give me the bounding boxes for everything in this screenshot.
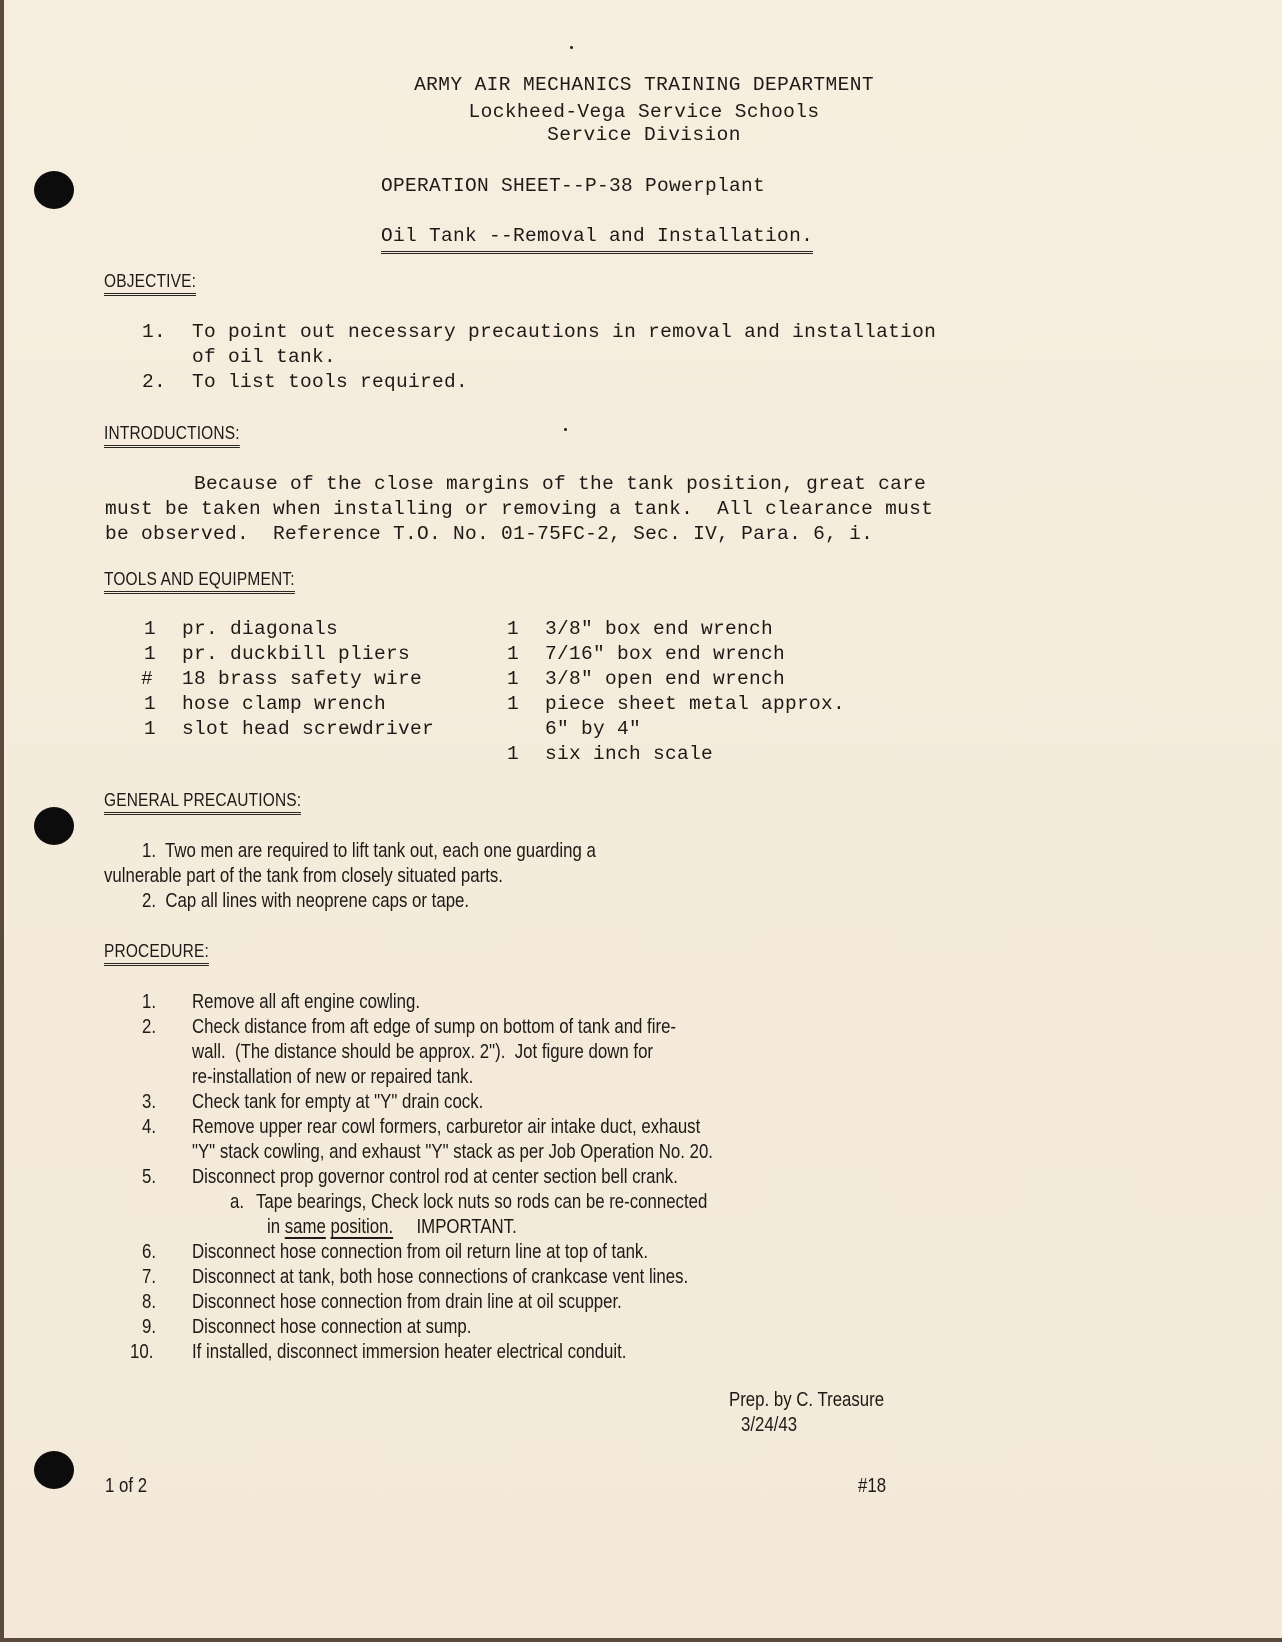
document-title: Oil Tank --Removal and Installation. [381, 224, 813, 254]
step-num: 8. [142, 1290, 157, 1313]
tool-qty: 1 [144, 718, 157, 740]
objective-num-2: 2. [142, 371, 167, 393]
operation-sheet-title: OPERATION SHEET--P-38 Powerplant [381, 175, 766, 197]
substep-text: Tape bearings, Check lock nuts so rods can be re-connected [256, 1190, 708, 1213]
step-text: Disconnect hose connection from drain line at oil scupper. [192, 1290, 622, 1313]
step-text: Remove upper rear cowl formers, carburetor air intake duct, exhaust [192, 1115, 701, 1138]
precautions-heading: GENERAL PRECAUTIONS: [104, 790, 301, 815]
introductions-line-2: must be taken when installing or removing a tank. All clearance must [105, 498, 934, 520]
step-text: Disconnect prop governor control rod at center section bell crank. [192, 1165, 678, 1188]
tool-qty: 1 [507, 693, 520, 715]
step-num: 2. [142, 1015, 157, 1038]
tool-item: 3/8" box end wrench [545, 618, 774, 640]
speck [570, 46, 573, 49]
tool-qty: 1 [144, 643, 157, 665]
objective-item-1-line-1: To point out necessary precautions in removal and installation [192, 321, 937, 343]
objective-item-2-line-1: To list tools required. [192, 371, 469, 393]
tool-qty: 1 [507, 668, 520, 690]
speck [564, 428, 567, 431]
step-text: Remove all aft engine cowling. [192, 990, 420, 1013]
introductions-heading: INTRODUCTIONS: [104, 423, 240, 448]
department-heading: ARMY AIR MECHANICS TRAINING DEPARTMENT [414, 74, 874, 96]
step-text: Disconnect hose connection at sump. [192, 1315, 472, 1338]
tool-qty: 1 [507, 643, 520, 665]
punch-hole-bottom [34, 1451, 74, 1489]
step-num: 5. [142, 1165, 157, 1188]
step-num: 7. [142, 1265, 157, 1288]
division-heading: Service Division [547, 124, 741, 146]
step-text: Disconnect at tank, both hose connections of crankcase vent lines. [192, 1265, 689, 1288]
introductions-line-1: Because of the close margins of the tank position, great care [194, 473, 927, 495]
school-heading: Lockheed-Vega Service Schools [468, 101, 820, 123]
tool-qty: 1 [507, 618, 520, 640]
tool-qty: 1 [507, 743, 520, 765]
tool-item: pr. duckbill pliers [182, 643, 411, 665]
step-text: wall. (The distance should be approx. 2"). Jot figure down for [192, 1040, 654, 1063]
step-text: Disconnect hose connection from oil return line at top of tank. [192, 1240, 648, 1263]
tools-heading: TOOLS AND EQUIPMENT: [104, 569, 295, 594]
step-num: 1. [142, 990, 157, 1013]
prepared-date: 3/24/43 [741, 1413, 798, 1436]
tool-item: 6" by 4" [545, 718, 642, 740]
tool-qty: 1 [144, 618, 157, 640]
precaution-line-2: vulnerable part of the tank from closely situated parts. [104, 864, 503, 887]
step-num: 10. [130, 1340, 154, 1363]
prepared-by: Prep. by C. Treasure [729, 1388, 885, 1411]
objective-heading: OBJECTIVE: [104, 271, 196, 296]
procedure-heading: PROCEDURE: [104, 941, 209, 966]
objective-item-1-line-2: of oil tank. [192, 346, 337, 368]
step-text: Check distance from aft edge of sump on bottom of tank and fire- [192, 1015, 677, 1038]
tool-item: six inch scale [545, 743, 714, 765]
introductions-line-3: be observed. Reference T.O. No. 01-75FC-2, Sec. IV, Para. 6, i. [105, 523, 874, 545]
page-number: 1 of 2 [105, 1474, 148, 1497]
tool-qty: # [141, 668, 154, 690]
tool-qty: 1 [144, 693, 157, 715]
step-text: "Y" stack cowling, and exhaust "Y" stack as per Job Operation No. 20. [192, 1140, 713, 1163]
tool-item: hose clamp wrench [182, 693, 387, 715]
punch-hole-top [34, 171, 74, 209]
step-text: re-installation of new or repaired tank. [192, 1065, 474, 1088]
tool-item: slot head screwdriver [182, 718, 435, 740]
substep-continuation: in same position. IMPORTANT. [267, 1215, 517, 1238]
step-num: 6. [142, 1240, 157, 1263]
tool-item: 7/16" box end wrench [545, 643, 786, 665]
tool-item: 18 brass safety wire [182, 668, 423, 690]
step-text: Check tank for empty at "Y" drain cock. [192, 1090, 484, 1113]
underlined-same: same [284, 1215, 326, 1238]
underlined-position: position. [330, 1215, 394, 1238]
step-num: 4. [142, 1115, 157, 1138]
substep-letter: a. [230, 1190, 245, 1213]
sheet-number: #18 [858, 1474, 887, 1497]
tool-item: 3/8" open end wrench [545, 668, 786, 690]
objective-num-1: 1. [142, 321, 167, 343]
important-note: IMPORTANT. [393, 1215, 517, 1238]
step-num: 3. [142, 1090, 157, 1113]
step-text: If installed, disconnect immersion heater electrical conduit. [192, 1340, 627, 1363]
precaution-line-3: 2. Cap all lines with neoprene caps or tape. [142, 889, 470, 912]
tool-item: piece sheet metal approx. [545, 693, 846, 715]
step-num: 9. [142, 1315, 157, 1338]
precaution-line-1: 1. Two men are required to lift tank out, each one guarding a [142, 839, 596, 862]
punch-hole-middle [34, 807, 74, 845]
tool-item: pr. diagonals [182, 618, 339, 640]
